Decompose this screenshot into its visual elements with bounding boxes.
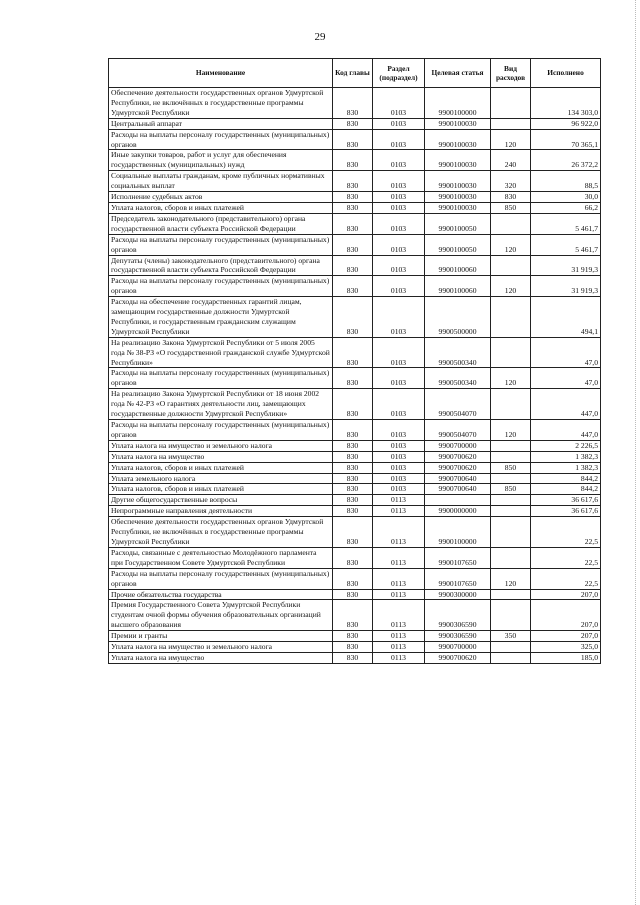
page-number: 29 — [314, 31, 326, 43]
cell-name: На реализацию Закона Удмуртской Республики от 18 июня 2002 года № 42-РЗ «О гарантиях деятельности лиц, замещающих государственные должности Удмуртской Республики» — [109, 389, 333, 420]
cell-name: Обеспечение деятельности государственных органов Удмуртской Республики, не включённых в государственные программы Удмуртской Республики — [109, 88, 333, 119]
cell-name: Уплата налога на имущество — [109, 451, 333, 462]
cell-amount: 22,5 — [531, 517, 601, 548]
table-row — [109, 88, 601, 119]
cell-name: Расходы на выплаты персоналу государственных (муниципальных) органов — [109, 420, 333, 441]
cell-section: 0113 — [373, 589, 425, 600]
header-type: Вид расходов — [491, 59, 531, 88]
cell-target: 9900700640 — [425, 473, 491, 484]
cell-type — [491, 642, 531, 653]
cell-name: На реализацию Закона Удмуртской Республики от 5 июля 2005 года № 38-РЗ «О государственной гражданской службе Удмуртской Республики» — [109, 337, 333, 368]
cell-name: Председатель законодательного (представительного) органа государственной власти субъекта Российской Федерации — [109, 213, 333, 234]
cell-code: 830 — [333, 368, 373, 389]
cell-target: 9900306590 — [425, 600, 491, 631]
cell-amount: 447,0 — [531, 420, 601, 441]
cell-name: Непрограммные направления деятельности — [109, 506, 333, 517]
cell-amount: 26 372,2 — [531, 150, 601, 171]
cell-amount: 22,5 — [531, 547, 601, 568]
cell-section: 0103 — [373, 389, 425, 420]
cell-type — [491, 297, 531, 338]
table-row — [109, 473, 601, 484]
cell-type: 120 — [491, 129, 531, 150]
cell-name: Депутаты (члены) законодательного (представительного) органа государственной власти субъекта Российской Федерации — [109, 255, 333, 276]
table-row — [109, 337, 601, 368]
cell-amount: 2 226,5 — [531, 440, 601, 451]
table-row — [109, 631, 601, 642]
cell-type: 120 — [491, 234, 531, 255]
cell-target: 9900100030 — [425, 192, 491, 203]
table-row — [109, 213, 601, 234]
cell-section: 0113 — [373, 547, 425, 568]
header-code: Код главы — [333, 59, 373, 88]
cell-section: 0103 — [373, 420, 425, 441]
cell-code: 830 — [333, 589, 373, 600]
cell-target: 9900107650 — [425, 547, 491, 568]
cell-type — [491, 600, 531, 631]
cell-amount: 1 382,3 — [531, 462, 601, 473]
cell-code: 830 — [333, 202, 373, 213]
cell-code: 830 — [333, 150, 373, 171]
cell-name: Уплата налогов, сборов и иных платежей — [109, 202, 333, 213]
cell-code: 830 — [333, 484, 373, 495]
cell-type: 850 — [491, 462, 531, 473]
cell-name: Расходы на выплаты персоналу государственных (муниципальных) органов — [109, 129, 333, 150]
cell-target: 9900100030 — [425, 202, 491, 213]
cell-code: 830 — [333, 631, 373, 642]
budget-execution-table — [108, 58, 601, 664]
cell-target: 9900100030 — [425, 118, 491, 129]
cell-section: 0103 — [373, 440, 425, 451]
cell-section: 0103 — [373, 368, 425, 389]
cell-type — [491, 337, 531, 368]
cell-amount: 88,5 — [531, 171, 601, 192]
cell-section: 0113 — [373, 600, 425, 631]
cell-code: 830 — [333, 495, 373, 506]
cell-target: 9900700620 — [425, 462, 491, 473]
cell-name: Расходы на выплаты персоналу государственных (муниципальных) органов — [109, 276, 333, 297]
table-row — [109, 547, 601, 568]
table-row — [109, 276, 601, 297]
cell-type — [491, 213, 531, 234]
cell-amount: 207,0 — [531, 631, 601, 642]
header-name: Наименование — [109, 59, 333, 88]
cell-type: 240 — [491, 150, 531, 171]
cell-amount: 207,0 — [531, 589, 601, 600]
cell-target: 9900504070 — [425, 389, 491, 420]
cell-code: 830 — [333, 517, 373, 548]
cell-target: 9900500000 — [425, 297, 491, 338]
cell-type: 850 — [491, 202, 531, 213]
cell-name: Расходы на обеспечение государственных гарантий лицам, замещающим государственные должности Удмуртской Республики, и государственным гражданским служащим Удмуртской Республики — [109, 297, 333, 338]
table-row — [109, 171, 601, 192]
cell-section: 0103 — [373, 234, 425, 255]
cell-type — [491, 255, 531, 276]
cell-code: 830 — [333, 389, 373, 420]
table-row — [109, 484, 601, 495]
cell-amount: 185,0 — [531, 652, 601, 663]
table-row — [109, 600, 601, 631]
cell-section: 0103 — [373, 171, 425, 192]
cell-name: Расходы, связанные с деятельностью Молодёжного парламента при Государственном Совете Удмуртской Республики — [109, 547, 333, 568]
cell-type — [491, 517, 531, 548]
cell-section: 0103 — [373, 462, 425, 473]
cell-amount: 5 461,7 — [531, 213, 601, 234]
header-target: Целевая статья — [425, 59, 491, 88]
cell-type — [491, 473, 531, 484]
table-row — [109, 192, 601, 203]
cell-section: 0113 — [373, 517, 425, 548]
cell-code: 830 — [333, 171, 373, 192]
table-row — [109, 568, 601, 589]
cell-name: Иные закупки товаров, работ и услуг для обеспечения государственных (муниципальных) нужд — [109, 150, 333, 171]
table-row — [109, 642, 601, 653]
cell-amount: 31 919,3 — [531, 255, 601, 276]
cell-name: Расходы на выплаты персоналу государственных (муниципальных) органов — [109, 568, 333, 589]
cell-target: 9900100050 — [425, 234, 491, 255]
cell-code: 830 — [333, 642, 373, 653]
cell-section: 0103 — [373, 451, 425, 462]
cell-type — [491, 506, 531, 517]
cell-name: Расходы на выплаты персоналу государственных (муниципальных) органов — [109, 368, 333, 389]
cell-amount: 447,0 — [531, 389, 601, 420]
cell-code: 830 — [333, 276, 373, 297]
cell-target: 9900306590 — [425, 631, 491, 642]
cell-type: 320 — [491, 171, 531, 192]
cell-amount: 844,2 — [531, 484, 601, 495]
cell-amount: 47,0 — [531, 368, 601, 389]
cell-section: 0113 — [373, 506, 425, 517]
cell-target: 9900100030 — [425, 171, 491, 192]
cell-name: Социальные выплаты гражданам, кроме публичных нормативных социальных выплат — [109, 171, 333, 192]
cell-amount: 70 365,1 — [531, 129, 601, 150]
cell-code: 830 — [333, 213, 373, 234]
cell-section: 0103 — [373, 192, 425, 203]
cell-type — [491, 88, 531, 119]
cell-section: 0103 — [373, 255, 425, 276]
scan-edge-line — [635, 0, 637, 905]
cell-type — [491, 495, 531, 506]
cell-amount: 36 617,6 — [531, 506, 601, 517]
cell-type — [491, 451, 531, 462]
table-row — [109, 420, 601, 441]
cell-section: 0103 — [373, 484, 425, 495]
cell-target: 9900700640 — [425, 484, 491, 495]
cell-type — [491, 389, 531, 420]
cell-section: 0103 — [373, 473, 425, 484]
cell-name: Премии и гранты — [109, 631, 333, 642]
cell-name: Уплата налога на имущество и земельного налога — [109, 642, 333, 653]
cell-amount: 66,2 — [531, 202, 601, 213]
table-row — [109, 202, 601, 213]
table-header-row — [109, 59, 601, 88]
cell-code: 830 — [333, 451, 373, 462]
cell-type — [491, 547, 531, 568]
table-row — [109, 589, 601, 600]
cell-type: 350 — [491, 631, 531, 642]
cell-section: 0103 — [373, 213, 425, 234]
cell-target: 9900100060 — [425, 255, 491, 276]
cell-target: 9900100000 — [425, 88, 491, 119]
cell-section: 0103 — [373, 150, 425, 171]
cell-code: 830 — [333, 652, 373, 663]
table-row — [109, 462, 601, 473]
cell-target: 9900100030 — [425, 129, 491, 150]
cell-section: 0103 — [373, 297, 425, 338]
cell-code: 830 — [333, 118, 373, 129]
cell-section: 0113 — [373, 568, 425, 589]
cell-section: 0103 — [373, 202, 425, 213]
table-row — [109, 255, 601, 276]
cell-section: 0113 — [373, 495, 425, 506]
cell-section: 0103 — [373, 337, 425, 368]
cell-amount: 207,0 — [531, 600, 601, 631]
cell-amount: 325,0 — [531, 642, 601, 653]
cell-code: 830 — [333, 234, 373, 255]
cell-code: 830 — [333, 337, 373, 368]
table-row — [109, 451, 601, 462]
cell-target: 9900504070 — [425, 420, 491, 441]
cell-name: Уплата налогов, сборов и иных платежей — [109, 462, 333, 473]
cell-target: 9900700620 — [425, 652, 491, 663]
cell-amount: 30,0 — [531, 192, 601, 203]
cell-amount: 5 461,7 — [531, 234, 601, 255]
cell-name: Премия Государственного Совета Удмуртской Республики студентам очной формы обучения образовательных организаций высшего образования — [109, 600, 333, 631]
cell-type — [491, 589, 531, 600]
cell-name: Уплата налога на имущество и земельного налога — [109, 440, 333, 451]
cell-section: 0113 — [373, 652, 425, 663]
cell-name: Расходы на выплаты персоналу государственных (муниципальных) органов — [109, 234, 333, 255]
cell-section: 0103 — [373, 88, 425, 119]
cell-amount: 36 617,6 — [531, 495, 601, 506]
cell-target: 9900500340 — [425, 337, 491, 368]
cell-target — [425, 495, 491, 506]
cell-type: 850 — [491, 484, 531, 495]
table-body — [109, 88, 601, 664]
cell-target: 9900700000 — [425, 440, 491, 451]
cell-type: 120 — [491, 568, 531, 589]
cell-amount: 1 382,3 — [531, 451, 601, 462]
cell-amount: 494,1 — [531, 297, 601, 338]
cell-code: 830 — [333, 129, 373, 150]
table-row — [109, 506, 601, 517]
cell-code: 830 — [333, 420, 373, 441]
cell-type: 120 — [491, 276, 531, 297]
cell-code: 830 — [333, 547, 373, 568]
table-row — [109, 129, 601, 150]
cell-section: 0103 — [373, 129, 425, 150]
cell-code: 830 — [333, 568, 373, 589]
cell-code: 830 — [333, 255, 373, 276]
cell-amount: 134 303,0 — [531, 88, 601, 119]
table-row — [109, 118, 601, 129]
cell-type — [491, 118, 531, 129]
table-row — [109, 440, 601, 451]
cell-target: 9900500340 — [425, 368, 491, 389]
cell-amount: 22,5 — [531, 568, 601, 589]
cell-name: Прочие обязательства государства — [109, 589, 333, 600]
cell-name: Исполнение судебных актов — [109, 192, 333, 203]
cell-amount: 844,2 — [531, 473, 601, 484]
cell-code: 830 — [333, 88, 373, 119]
cell-code: 830 — [333, 297, 373, 338]
cell-code: 830 — [333, 440, 373, 451]
cell-code: 830 — [333, 473, 373, 484]
table-row — [109, 495, 601, 506]
cell-name: Уплата налога на имущество — [109, 652, 333, 663]
cell-target: 9900100030 — [425, 150, 491, 171]
cell-section: 0103 — [373, 118, 425, 129]
cell-code: 830 — [333, 600, 373, 631]
cell-name: Центральный аппарат — [109, 118, 333, 129]
cell-code: 830 — [333, 192, 373, 203]
cell-name: Другие общегосударственные вопросы — [109, 495, 333, 506]
table-row — [109, 368, 601, 389]
cell-target: 9900107650 — [425, 568, 491, 589]
cell-code: 830 — [333, 462, 373, 473]
cell-name: Уплата налогов, сборов и иных платежей — [109, 484, 333, 495]
cell-name: Уплата земельного налога — [109, 473, 333, 484]
cell-amount: 31 919,3 — [531, 276, 601, 297]
cell-type: 120 — [491, 368, 531, 389]
table-row — [109, 517, 601, 548]
table-row — [109, 234, 601, 255]
header-section: Раздел (подраздел) — [373, 59, 425, 88]
table-row — [109, 150, 601, 171]
cell-amount: 96 922,0 — [531, 118, 601, 129]
cell-type — [491, 440, 531, 451]
cell-type — [491, 652, 531, 663]
cell-target: 9900100060 — [425, 276, 491, 297]
cell-amount: 47,0 — [531, 337, 601, 368]
cell-name: Обеспечение деятельности государственных органов Удмуртской Республики, не включённых в государственные программы Удмуртской Республики — [109, 517, 333, 548]
cell-target: 9900700000 — [425, 642, 491, 653]
cell-type: 120 — [491, 420, 531, 441]
cell-target: 9900100000 — [425, 517, 491, 548]
cell-code: 830 — [333, 506, 373, 517]
cell-target: 9900700620 — [425, 451, 491, 462]
table-row — [109, 297, 601, 338]
cell-section: 0113 — [373, 631, 425, 642]
header-amount: Исполнено — [531, 59, 601, 88]
cell-target: 9900000000 — [425, 506, 491, 517]
cell-type: 830 — [491, 192, 531, 203]
cell-section: 0103 — [373, 276, 425, 297]
cell-target: 9900100050 — [425, 213, 491, 234]
cell-section: 0113 — [373, 642, 425, 653]
cell-target: 9900300000 — [425, 589, 491, 600]
table-row — [109, 652, 601, 663]
table-row — [109, 389, 601, 420]
